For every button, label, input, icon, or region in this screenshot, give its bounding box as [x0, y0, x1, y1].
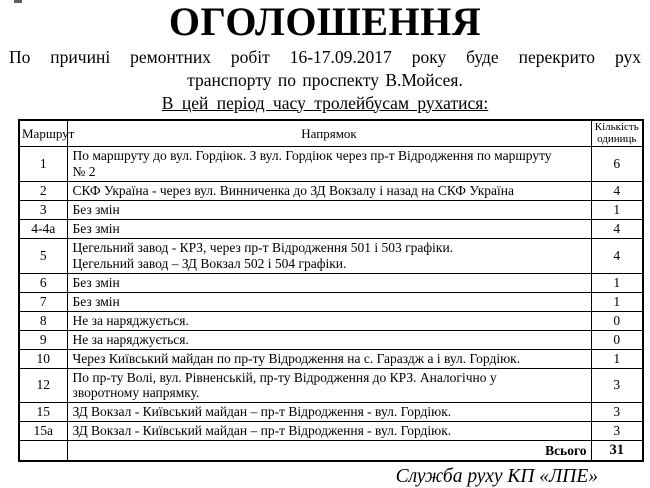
route-number: 15: [19, 403, 67, 422]
route-direction-line1: Цегельний завод - КРЗ, через пр-т Відродження 501 і 503 графіки.: [72, 240, 454, 256]
table-row: [19, 349, 643, 368]
total-value: 31: [591, 441, 643, 462]
subtitle: В цей період часу тролейбусам рухатися:: [161, 92, 489, 113]
signature: Служба руху КП «ЛПЕ»: [395, 466, 598, 488]
route-number: 3: [19, 201, 67, 220]
routes-table: [18, 119, 644, 462]
route-direction: Через Київський майдан по пр-ту Відродження на с. Гараздж а і вул. Гордіюк.: [67, 349, 591, 368]
route-direction: ЗД Вокзал - Київський майдан – пр-т Відродження - вул. Гордіюк.: [67, 422, 591, 441]
table-row: [19, 273, 643, 292]
header-count: Кількість одиниць: [591, 120, 643, 147]
route-direction-line2: зворотному напрямку.: [72, 385, 200, 401]
route-number: 6: [19, 273, 67, 292]
table-row: [19, 292, 643, 311]
route-direction: Не за наряджується.: [67, 311, 591, 330]
table-row: [19, 182, 643, 201]
route-count: 1: [591, 273, 643, 292]
route-direction: Без змін: [67, 273, 591, 292]
route-direction: Без змін: [67, 292, 591, 311]
route-number: 1: [19, 147, 67, 182]
route-direction: Не за наряджується.: [67, 330, 591, 349]
route-direction: Без змін: [67, 220, 591, 239]
route-count: 6: [591, 147, 643, 182]
page-title: ОГОЛОШЕННЯ: [168, 0, 482, 44]
table-row: [19, 201, 643, 220]
route-direction: [67, 368, 591, 403]
table-header-row: [19, 120, 643, 147]
route-direction-line1: По маршруту до вул. Гордіюк. З вул. Гордіюк через пр-т Відродження по маршруту: [72, 148, 552, 164]
route-count: 1: [591, 349, 643, 368]
table-row: [19, 403, 643, 422]
route-direction-line2: Цегельний завод – ЗД Вокзал 502 і 504 графіки.: [72, 256, 347, 271]
route-direction: ЗД Вокзал - Київський майдан – пр-т Відродження - вул. Гордіюк.: [67, 403, 591, 422]
header-direction: Напрямок: [67, 120, 591, 147]
scan-artifact: [14, 0, 22, 3]
route-count: 4: [591, 182, 643, 201]
route-direction: СКФ Україна - через вул. Винниченка до ЗД Вокзалу і назад на СКФ Україна: [67, 182, 591, 201]
header-route: Маршрут: [19, 120, 67, 147]
table-row: [19, 330, 643, 349]
route-direction-line1: По пр-ту Волі, вул. Рівненській, пр-ту Відродження до КРЗ. Аналогічно у: [72, 369, 497, 385]
route-count: 4: [591, 239, 643, 274]
route-count: 3: [591, 368, 643, 403]
table-row: [19, 147, 643, 182]
route-number: 7: [19, 292, 67, 311]
route-count: 0: [591, 330, 643, 349]
intro-text-line1: По причині ремонтних робіт 16-17.09.2017 року буде перекрито рух: [9, 47, 641, 67]
route-count: 4: [591, 220, 643, 239]
route-number: 12: [19, 368, 67, 403]
route-count: 3: [591, 422, 643, 441]
route-direction: Без змін: [67, 201, 591, 220]
total-label: Всього: [67, 441, 591, 462]
route-direction: [67, 239, 591, 274]
route-number: 5: [19, 239, 67, 274]
table-row: [19, 368, 643, 403]
table-row: [19, 311, 643, 330]
total-empty-cell: [19, 441, 67, 462]
route-direction-line2: № 2: [72, 164, 96, 180]
route-count: 1: [591, 201, 643, 220]
table-row: [19, 239, 643, 274]
table-row: [19, 422, 643, 441]
route-direction: [67, 147, 591, 182]
total-row: [19, 441, 643, 462]
route-number: 8: [19, 311, 67, 330]
route-number: 15а: [19, 422, 67, 441]
route-number: 10: [19, 349, 67, 368]
route-number: 4-4а: [19, 220, 67, 239]
route-count: 3: [591, 403, 643, 422]
route-count: 0: [591, 311, 643, 330]
route-number: 2: [19, 182, 67, 201]
intro-text-line2: транспорту по проспекту В.Мойсея.: [187, 69, 463, 90]
route-count: 1: [591, 292, 643, 311]
table-row: [19, 220, 643, 239]
route-number: 9: [19, 330, 67, 349]
